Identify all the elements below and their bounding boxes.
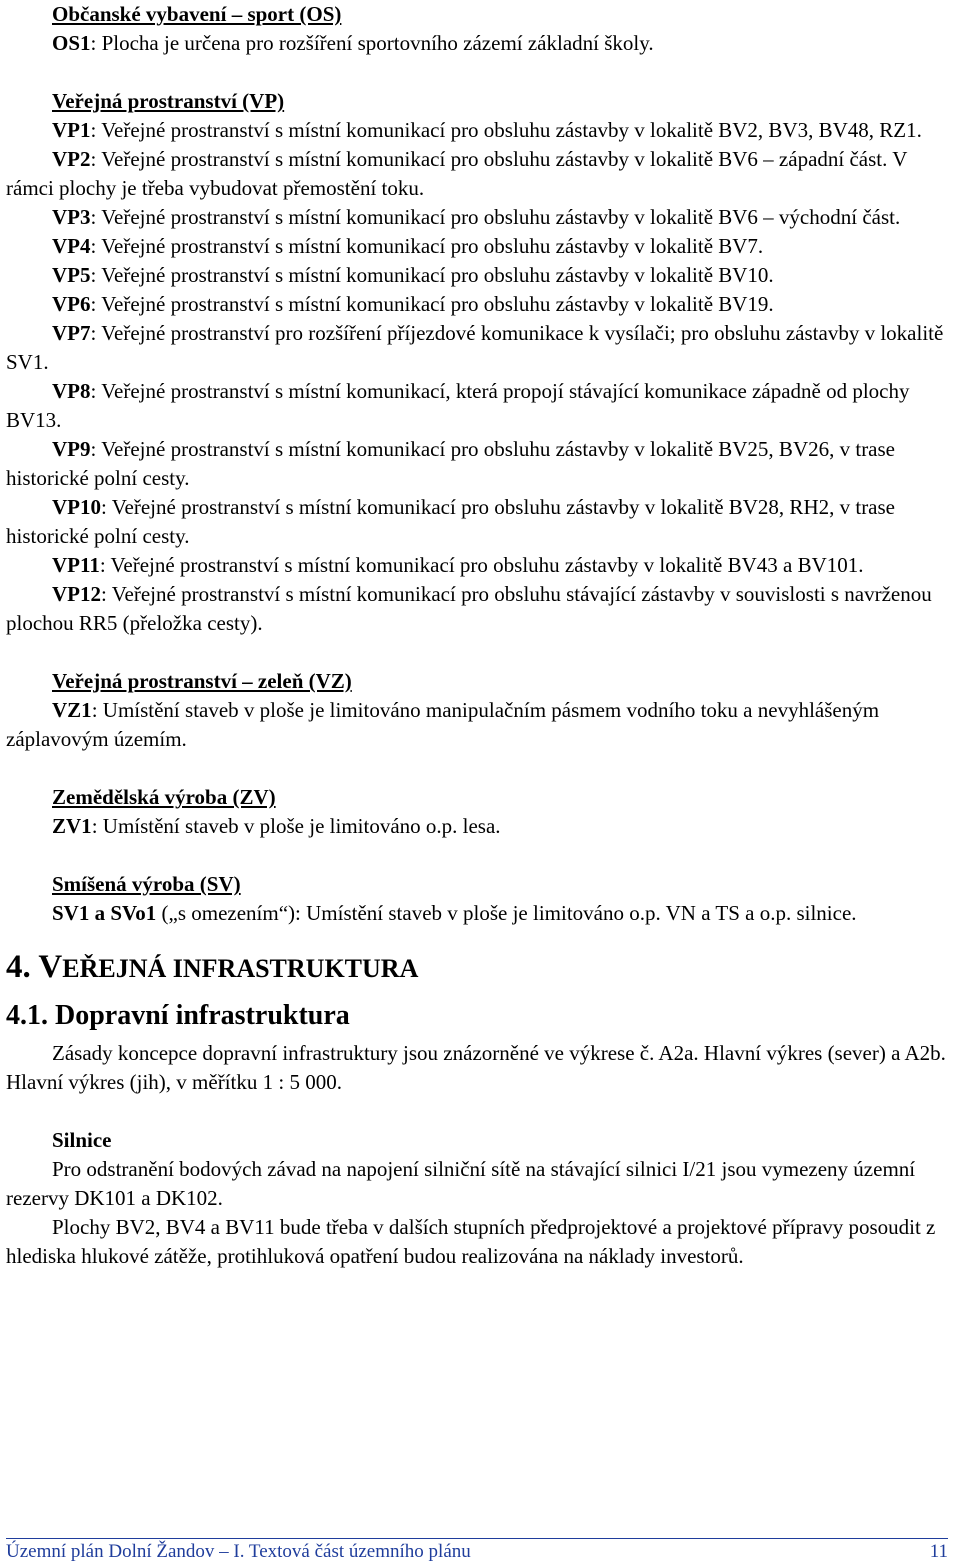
list-item: [6, 290, 950, 319]
list-item: [6, 551, 950, 580]
list-item: [6, 812, 950, 841]
list-item: [6, 435, 950, 493]
chapter-heading-rest: EŘEJNÁ INFRASTRUKTURA: [62, 954, 419, 983]
page-number: 11: [929, 1541, 948, 1562]
section-heading-vz: Veřejná prostranství – zeleň (VZ): [52, 669, 352, 693]
item-label: SV1 a SVo1: [52, 901, 157, 925]
item-text: : Veřejné prostranství s místní komunikací pro obsluhu zástavby v lokalitě BV2, BV3, BV48, RZ1.: [90, 118, 922, 142]
list-item: [6, 580, 950, 638]
spacer: [6, 638, 950, 667]
chapter-heading-start: 4. V: [6, 949, 63, 985]
footer-title: Územní plán Dolní Žandov – I. Textová část územního plánu: [6, 1541, 471, 1562]
spacer: [6, 1097, 950, 1126]
subchapter-heading: 4.1. Dopravní infrastruktura: [6, 1000, 350, 1031]
chapter-heading: [6, 928, 950, 993]
item-label: VP4: [52, 234, 91, 258]
section-heading-os: Občanské vybavení – sport (OS): [52, 2, 342, 26]
list-item: [6, 116, 950, 145]
item-label: VP1: [52, 118, 91, 142]
list-item: [6, 899, 950, 928]
list-item: [6, 232, 950, 261]
silnice-paragraph: Plochy BV2, BV4 a BV11 bude třeba v dalších stupních předprojektové a projektové přípravy posoudit z hlediska hlukové zátěže, protihluková opatření budou realizována na náklady investorů.: [6, 1215, 936, 1268]
item-text: : Veřejné prostranství s místní komunikací pro obsluhu zástavby v lokalitě BV28, RH2, v trase historické polní cesty.: [6, 495, 896, 548]
item-text: : Veřejné prostranství pro rozšíření příjezdové komunikace k vysílači; pro obsluhu zástavby v lokalitě SV1.: [6, 321, 944, 374]
list-item: [6, 261, 950, 290]
item-label: VP8: [52, 379, 91, 403]
item-text: : Plocha je určena pro rozšíření sportovního zázemí základní školy.: [90, 31, 654, 55]
item-label: ZV1: [52, 814, 92, 838]
item-label: VP12: [52, 582, 101, 606]
item-text: : Veřejné prostranství s místní komunikací pro obsluhu zástavby v lokalitě BV6 – západní část. V rámci plochy je třeba vybudovat přemostění toku.: [6, 147, 908, 200]
spacer: [6, 58, 950, 87]
item-text: : Veřejné prostranství s místní komunikací pro obsluhu zástavby v lokalitě BV6 – východní část.: [90, 205, 901, 229]
silnice-paragraph: Pro odstranění bodových závad na napojení silniční sítě na stávající silnici I/21 jsou vymezeny územní rezervy DK101 a DK102.: [6, 1157, 916, 1210]
item-text: : Veřejné prostranství s místní komunikací pro obsluhu zástavby v lokalitě BV10.: [90, 263, 774, 287]
list-item: [6, 377, 950, 435]
section-heading-zv: Zemědělská výroba (ZV): [52, 785, 276, 809]
spacer: [6, 754, 950, 783]
list-item: [6, 145, 950, 203]
list-item: [6, 319, 950, 377]
spacer: [6, 841, 950, 870]
item-text: : Veřejné prostranství s místní komunikací pro obsluhu zástavby v lokalitě BV43 a BV101.: [99, 553, 864, 577]
list-item: [6, 493, 950, 551]
section-heading-sv: Smíšená výroba (SV): [52, 872, 241, 896]
item-text: : Veřejné prostranství s místní komunikací pro obsluhu zástavby v lokalitě BV7.: [90, 234, 764, 258]
item-label: VP5: [52, 263, 91, 287]
subchapter-intro: Zásady koncepce dopravní infrastruktury jsou znázorněné ve výkrese č. A2a. Hlavní výkres (sever) a A2b. Hlavní výkres (jih), v měřítku 1 : 5 000.: [6, 1041, 946, 1094]
item-label: VP3: [52, 205, 91, 229]
item-text: : Veřejné prostranství s místní komunikací, která propojí stávající komunikace západně od plochy BV13.: [6, 379, 910, 432]
list-item: [6, 696, 950, 754]
section-heading-vp: Veřejná prostranství (VP): [52, 89, 285, 113]
item-text: : Veřejné prostranství s místní komunikací pro obsluhu zástavby v lokalitě BV19.: [90, 292, 774, 316]
document-page: [6, 0, 950, 1271]
item-text: („s omezením“): Umístění staveb v ploše je limitováno o.p. VN a TS a o.p. silnice.: [156, 901, 857, 925]
list-item: [6, 29, 950, 58]
silnice-heading: Silnice: [52, 1128, 112, 1152]
item-text: : Umístění staveb v ploše je limitováno manipulačním pásmem vodního toku a nevyhlášeným záplavovým územím.: [6, 698, 880, 751]
item-label: OS1: [52, 31, 91, 55]
item-label: VP6: [52, 292, 91, 316]
item-label: VP11: [52, 553, 100, 577]
item-text: : Umístění staveb v ploše je limitováno o.p. lesa.: [91, 814, 501, 838]
item-text: : Veřejné prostranství s místní komunikací pro obsluhu stávající zástavby v souvislosti s navrženou plochou RR5 (přeložka cesty).: [6, 582, 932, 635]
item-label: VP7: [52, 321, 91, 345]
page-footer: [6, 1538, 948, 1564]
item-label: VZ1: [52, 698, 92, 722]
item-label: VP10: [52, 495, 101, 519]
item-label: VP9: [52, 437, 91, 461]
list-item: [6, 203, 950, 232]
item-label: VP2: [52, 147, 91, 171]
item-text: : Veřejné prostranství s místní komunikací pro obsluhu zástavby v lokalitě BV25, BV26, v trase historické polní cesty.: [6, 437, 896, 490]
